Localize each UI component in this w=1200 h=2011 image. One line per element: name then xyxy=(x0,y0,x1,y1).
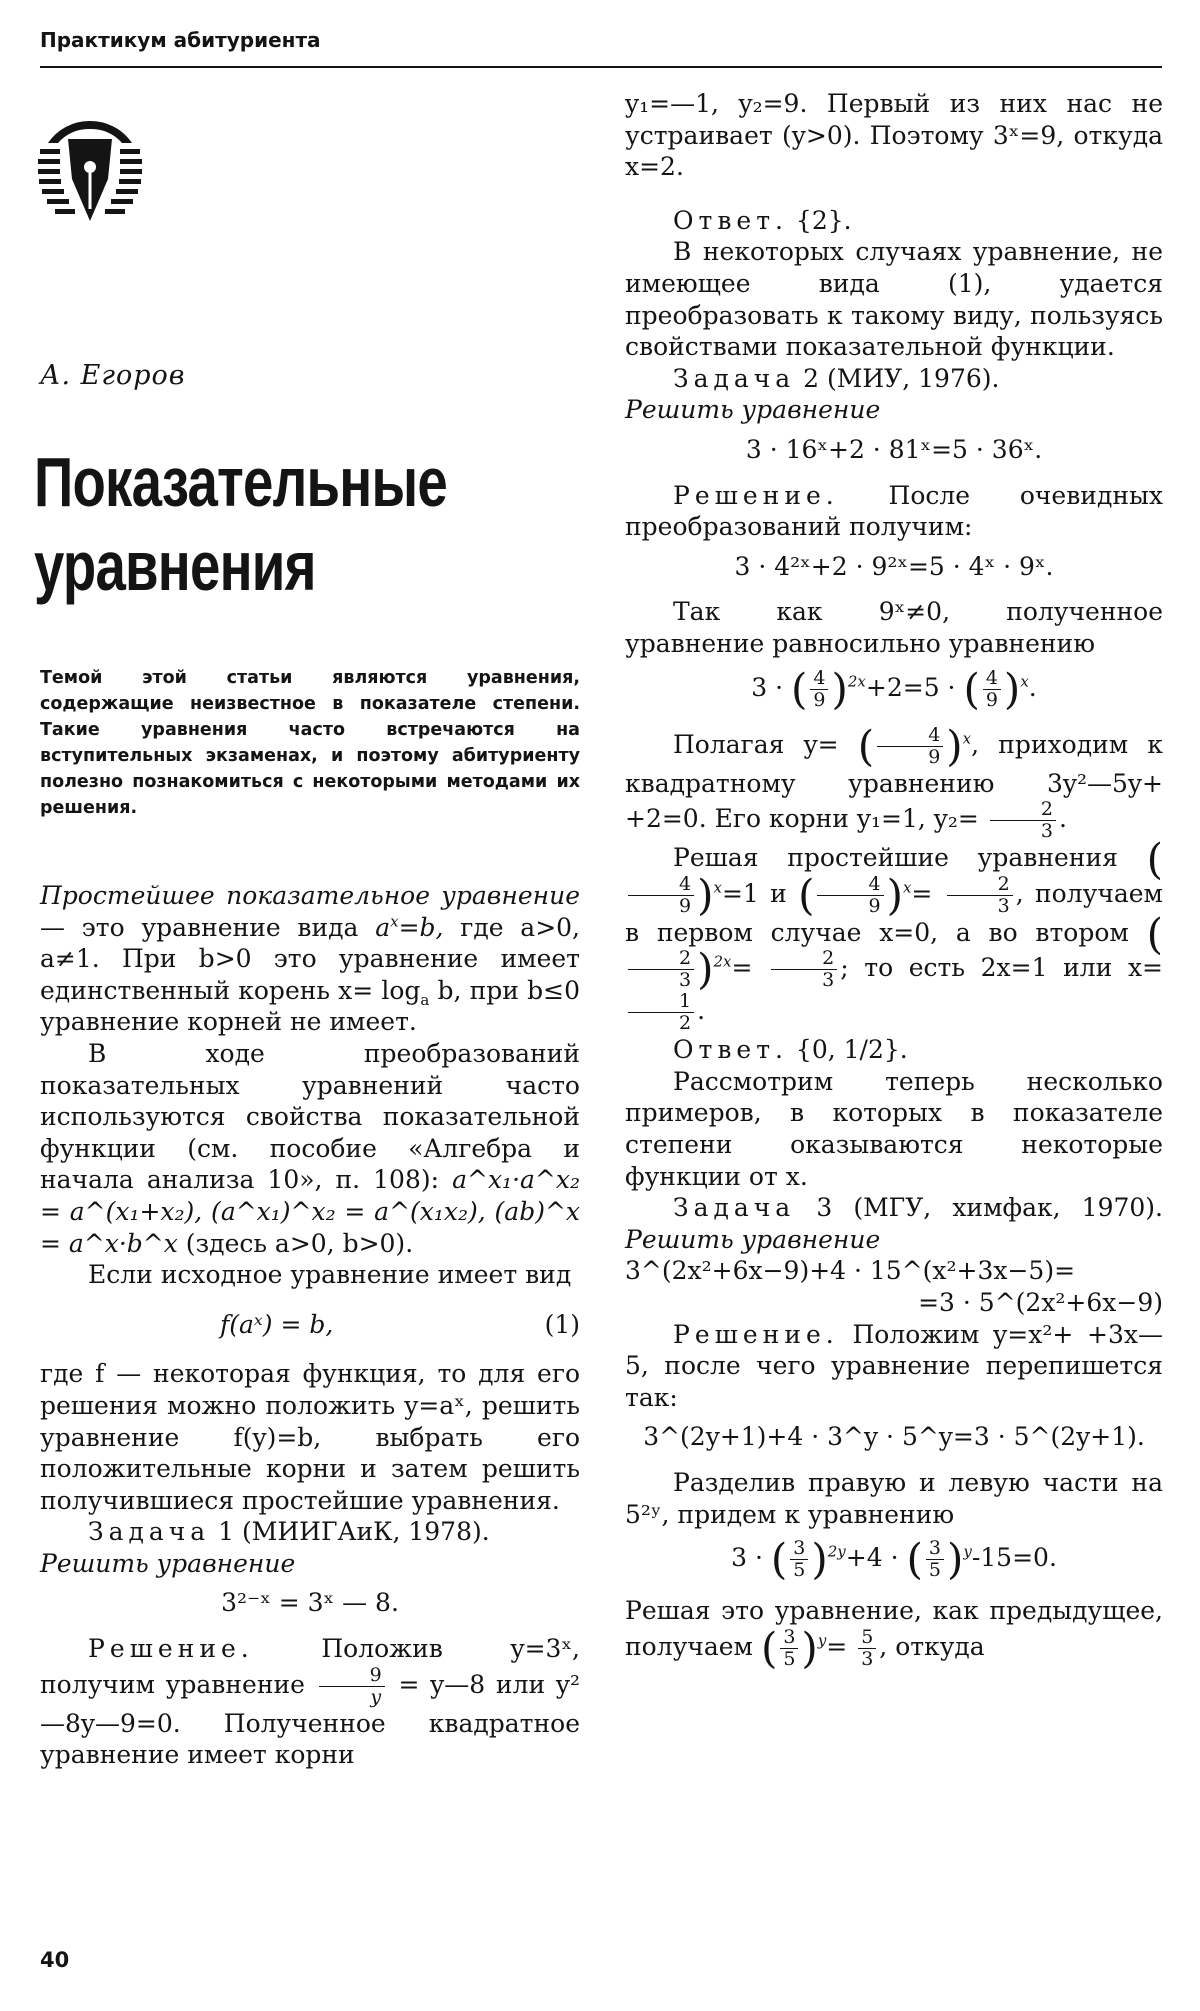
lead-paragraph: Темой этой статьи являются уравнения, содержащие неизвестное в показателе степени. Такие уравнения часто встречаются на вступительных экзаменах, и поэтому абитуриенту полезно познакомиться с некоторыми методами их решения. xyxy=(40,668,580,818)
task-3-heading: Задача 3 (МГУ, химфак, 1970). Решить уравнение xyxy=(625,1193,1163,1254)
task-2-transformed-equation: 3 · 4²ˣ+2 · 9²ˣ=5 · 4ˣ · 9ˣ. xyxy=(734,551,1054,581)
paragraph-method: где f — некоторая функция, то для его решения можно положить y=aˣ, решить уравнение f(y)=b, выбрать его положительные корни и затем решить получившиеся простейшие уравнения. xyxy=(40,1359,580,1515)
title-line-1: Показательные xyxy=(34,443,447,521)
task-1-equation: 3²⁻ˣ = 3ˣ — 8. xyxy=(221,1588,399,1618)
article-title xyxy=(34,440,455,608)
task-1-solution: Решение. Положив y=3ˣ, получим уравнение $\frac{9}{y}$ = y—8 или y²—8y—9=0. Полученное квадратное уравнение имеет корни xyxy=(40,1634,580,1770)
answer-2: Ответ. {0, 1/2}. xyxy=(673,1035,908,1065)
answer-1: Ответ. {2}. xyxy=(673,205,852,235)
left-column xyxy=(40,880,580,1771)
header-rule xyxy=(40,66,1162,68)
task-3-rewritten-equation: 3^(2y+1)+4 · 3^y · 5^y=3 · 5^(2y+1). xyxy=(643,1422,1145,1452)
task-3-equation-line-1: 3^(2x²+6x−9)+4 · 15^(x²+3x−5)= xyxy=(625,1256,1076,1286)
task-1-heading: Задача 1 (МИИГАиК, 1978). xyxy=(88,1517,490,1547)
paragraph-divide: Разделив правую и левую части на 5²ʸ, придем к уравнению xyxy=(625,1468,1163,1529)
equation-3-5-form: 3 · ( $\frac{3}{5}$ )$^{2y}$+4 · ( $\frac{3}{5}$ )$^y$-15=0. xyxy=(731,1534,1057,1584)
paragraph-form: Если исходное уравнение имеет вид xyxy=(88,1260,572,1290)
task-1-prompt: Решить уравнение xyxy=(40,1548,296,1578)
paragraph-substitution: Полагая y= ( $\frac{4}{9}$ )$^x$, приходим к квадратному уравнению 3y²—5y+ +2=0. Его корни y₁=1, y₂= $\frac{2}{3}$ . xyxy=(625,721,1163,843)
equation-fraction-form: 3 · ( $\frac{4}{9}$ )$^{2x}$+2=5 · ( $\frac{4}{9}$ )$^x$. xyxy=(751,664,1037,713)
author-name: А. Егоров xyxy=(40,360,186,391)
equation-1: f(aˣ) = b, (1) xyxy=(220,1309,580,1339)
paragraph-roots: y₁=—1, y₂=9. Первый из них нас не устраивает (y>0). Поэтому 3ˣ=9, откуда x=2. xyxy=(625,89,1163,182)
task-2-prompt: Решить уравнение xyxy=(625,395,881,425)
task-2-heading: Задача 2 (МИУ, 1976). xyxy=(673,363,1000,393)
paragraph-properties: В ходе преобразований показательных уравнений часто используются свойства показательной функции (см. пособие «Алгебра и начала анализа 10», п. 108): a^x₁·a^x₂ = a^(x₁+x₂), (a^x₁)^x₂ = a^(x₁x₂), (ab)^x = a^x·b^x (здесь a>0, b>0). xyxy=(40,1038,581,1258)
task-2-solution: Решение. После очевидных преобразований получим: xyxy=(625,480,1163,542)
fraction-9-over-y: $\frac{9}{y}$ xyxy=(319,1665,385,1708)
paragraph-equivalent: Так как 9ˣ≠0, полученное уравнение равносильно уравнению xyxy=(625,597,1163,658)
paragraph-transform: В некоторых случаях уравнение, не имеющее вида (1), удается преобразовать к такому виду, пользуясь свойствами показательной функции. xyxy=(625,237,1163,362)
task-3-equation-line-2: =3 · 5^(2x²+6x−9) xyxy=(918,1288,1163,1318)
paragraph-examples: Рассмотрим теперь несколько примеров, в которых в показателе степени оказываются некоторые функции от x. xyxy=(625,1066,1163,1191)
right-column xyxy=(625,88,1163,1673)
pen-nib-logo xyxy=(34,115,146,227)
task-2-equation: 3 · 16ˣ+2 · 81ˣ=5 · 36ˣ. xyxy=(745,434,1043,464)
paragraph-definition: Простейшее показательное уравнение — это уравнение вида $a^x=b$, где a>0, a≠1. При b>0 это уравнение имеет единственный корень $x= \log_a b$, при b≤0 уравнение корней не имеет. xyxy=(40,881,580,1037)
paragraph-simple-equations: Решая простейшие уравнения ( $\frac{4}{9}$ )$^x$=1 и ( $\frac{4}{9}$ )$^x$= $\frac{2}{3}$ , получаем в первом случае x=0, а во втором ( $\frac{2}{3}$ )$^{2x}$= $\frac{2}{3}$ ; то есть 2x=1 или x= $\frac{1}{2}$ . xyxy=(625,834,1163,1035)
section-header: Практикум абитуриента xyxy=(40,28,321,52)
task-3-solution: Решение. Положим y=x²+ +3x—5, после чего уравнение перепишется так: xyxy=(625,1319,1163,1412)
paragraph-final: Решая это уравнение, как предыдущее, получаем ( $\frac{3}{5}$ )$^y$= $\frac{5}{3}$ , откуда xyxy=(625,1596,1163,1673)
page-number: 40 xyxy=(40,1948,70,1972)
title-line-2: уравнения xyxy=(34,527,316,605)
